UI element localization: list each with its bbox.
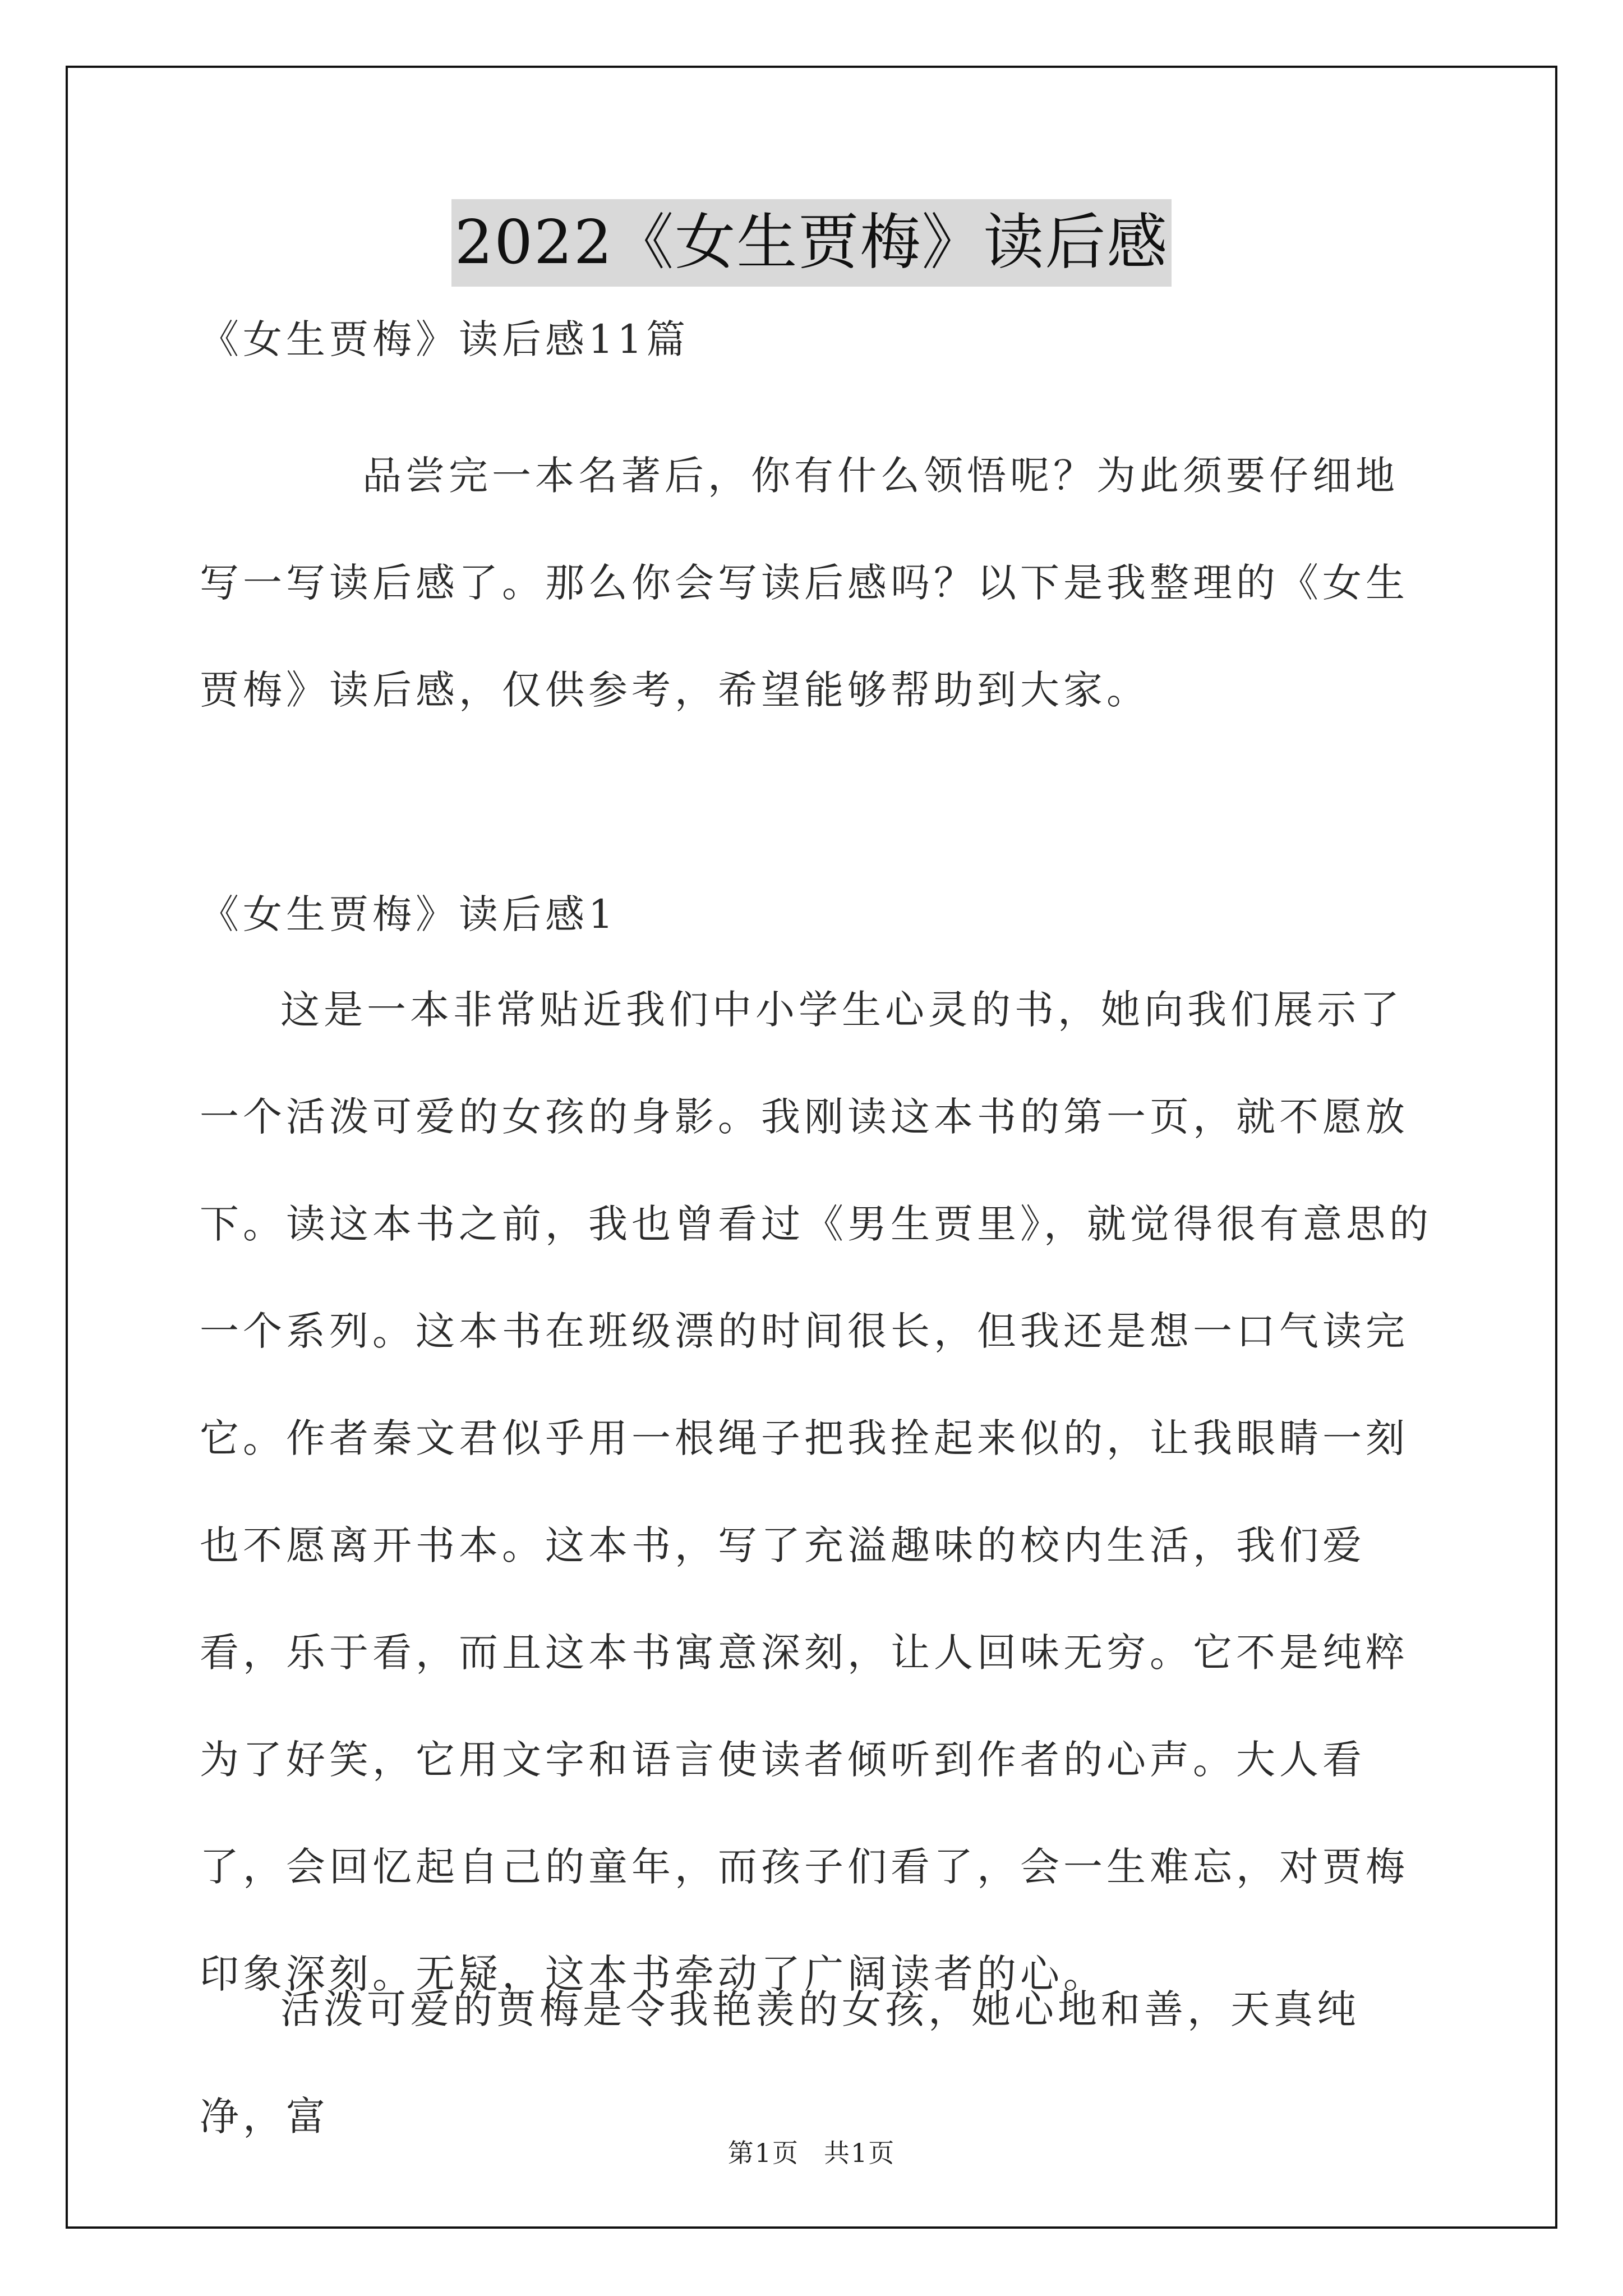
section-heading: 《女生贾梅》读后感1 [200,891,617,937]
body-paragraph-2: 活泼可爱的贾梅是令我艳羡的女孩，她心地和善，天真纯净，富 [200,1986,1360,2139]
page-footer [0,2136,1623,2170]
document-title: 2022《女生贾梅》读后感 [451,199,1172,287]
page-number-total: 共1页 [824,2138,896,2168]
document-subtitle: 《女生贾梅》读后感11篇 [200,316,690,362]
title-container [0,199,1623,287]
body-paragraph-1: 这是一本非常贴近我们中小学生心灵的书，她向我们展示了一个活泼可爱的女孩的身影。我刚读这本书的第一页，就不愿放下。读这本书之前，我也曾看过《男生贾里》，就觉得很有意思的一个系列。这本书在班级漂的时间很长，但我还是想一口气读完它。作者秦文君似乎用一根绳子把我拴起来似的，让我眼睛一刻也不愿离开书本。这本书，写了充溢趣味的校内生活，我们爱看，乐于看，而且这本书寓意深刻，让人回味无穷。它不是纯粹为了好笑，它用文字和语言使读者倾听到作者的心声。大人看了，会回忆起自己的童年，而孩子们看了，会一生难忘，对贾梅印象深刻。无疑，这本书牵动了广阔读者的心。 [200,987,1432,1997]
page-number-current: 第1页 [727,2138,799,2168]
intro-paragraph: 品尝完一本名著后，你有什么领悟呢？为此须要仔细地写一写读后感了。那么你会写读后感吗？以下是我整理的《女生贾梅》读后感，仅供参考，希望能够帮助到大家。 [200,453,1409,713]
